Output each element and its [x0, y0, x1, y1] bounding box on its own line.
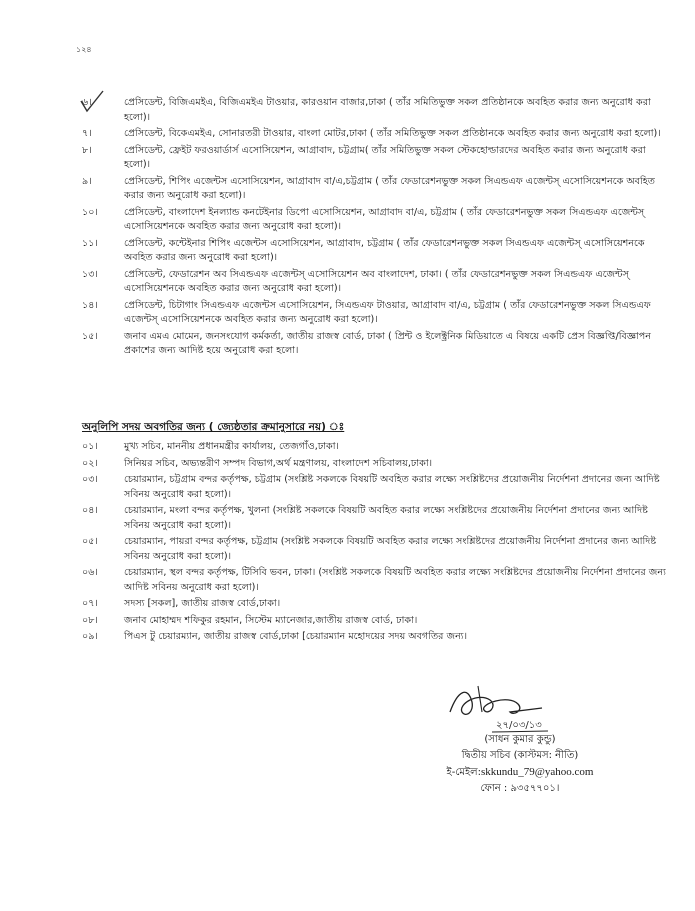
- item-number: ০৯।: [82, 631, 98, 642]
- list-item: [82, 268, 667, 297]
- item-text: সদস্য [সকল], জাতীয় রাজস্ব বোর্ড,ঢাকা।: [124, 598, 281, 609]
- item-number: ০৪।: [82, 505, 98, 516]
- item-number: ১৫।: [82, 330, 98, 342]
- item-text: প্রেসিডেন্ট, কন্টেইনার শিপিং এজেন্টস এসোসিয়েশন, আগ্রাবাদ, চট্টগ্রাম ( তাঁর ফেডারেশনভুক্ত সকল সিএন্ডএফ এজেন্টস্ এসোসিয়েশনকে অবহিত করার জন্য অনুরোধ করা হলো)।: [124, 237, 645, 263]
- item-text: জনাব এমএ মোমেন, জনসংযোগ কর্মকর্তা, জাতীয় রাজস্ব বোর্ড, ঢাকা ( প্রিন্ট ও ইলেক্ট্রনিক মিডিয়াতে এ বিষয়ে একটি প্রেস বিজ্ঞপ্তি/বিজ্ঞাপন প্রকাশের জন্য আদিষ্ট হয়ে অনুরোধ করা হলো।: [124, 330, 652, 356]
- item-text: প্রেসিডেন্ট, বাংলাদেশ ইনল্যান্ড কনটেইনার ডিপো এসোসিয়েশন, আগ্রাবাদ বা/এ, চট্টগ্রাম ( তাঁর ফেডারেশনভুক্ত সকল সিএন্ডএফ এজেন্টস্ এসোসিয়েশনকে অবহিত করার জন্য অনুরোধ করা হলো)।: [124, 206, 645, 232]
- item-number: ৭।: [82, 128, 92, 139]
- item-text: প্রেসিডেন্ট, ফেডারেশন অব সিএন্ডএফ এজেন্টস্ এসোসিয়েশন অব বাংলাদেশ, ঢাকা। ( তাঁর ফেডারেশনভুক্ত সকল সিএন্ডএফ এজেন্টস্ এসোসিয়েশনকে অবহিত করার জন্য অনুরোধ করা হলো)।: [124, 268, 630, 294]
- item-text: মুখ্য সচিব, মাননীয় প্রধানমন্ত্রীর কার্যালয়, তেজগাঁও,ঢাকা।: [124, 441, 339, 452]
- item-text: প্রেসিডেন্ট, বিকেএমইএ, সোনারতরী টাওয়ার, বাংলা মোটর,ঢাকা ( তাঁর সমিতিভুক্ত সকল প্রতিষ্ঠানকে অবহিত করার জন্য অনুরোধ করা হলো)।: [124, 128, 661, 139]
- item-text: প্রেসিডেন্ট, বিজিএমইএ, বিজিএমইএ টাওয়ার, কারওয়ান বাজার,ঢাকা ( তাঁর সমিতিভুক্ত সকল প্রতিষ্ঠানকে অবহিত করার জন্য অনুরোধ করা হলো)।: [124, 97, 651, 123]
- list-item: [82, 175, 667, 204]
- list-item: [82, 440, 667, 455]
- list-item: [82, 614, 667, 629]
- list-item: [82, 206, 667, 235]
- signatory-designation: দ্বিতীয় সচিব (কাস্টমস: নীতি): [461, 750, 579, 761]
- item-number: ১০।: [82, 206, 98, 218]
- list-item: [82, 237, 667, 266]
- signature-date: ২৭/০৩/১৩: [496, 720, 542, 731]
- item-number: ৮।: [82, 144, 92, 156]
- item-number: ০৬।: [82, 567, 98, 578]
- list-item: [82, 630, 667, 645]
- item-text: জনাব মোহাম্মদ শফিকুর রহমান, সিস্টেম ম্যানেজার,জাতীয় রাজস্ব বোর্ড, ঢাকা।: [124, 614, 418, 626]
- page-number: ১২৪: [76, 45, 92, 54]
- item-number: ১৪।: [82, 299, 98, 311]
- signatory-name: (সাধন কুমার কুন্ডু): [484, 734, 556, 745]
- item-text: সিনিয়র সচিব, অভ্যন্তরীণ সম্পদ বিভাগ,অর্থ মন্ত্রণালয়, বাংলাদেশ সচিবালয়,ঢাকা।: [124, 457, 433, 469]
- list-item: [82, 96, 667, 125]
- item-number: ৬।: [82, 97, 92, 108]
- item-number: ৯।: [82, 175, 92, 187]
- list-item: [82, 566, 667, 595]
- recipient-list: [82, 96, 667, 361]
- item-text: চেয়ারম্যান, স্থল বন্দর কর্তৃপক্ষ, টিসিবি ভবন, ঢাকা। (সংশ্লিষ্ট সকলকে বিষয়টি অবহিত করার লক্ষ্যে সংশ্লিষ্টদের প্রয়োজনীয় নির্দেশনা প্রদানের জন্য আদিষ্ট সবিনয় অনুরোধ করা হলো)।: [124, 567, 666, 593]
- copy-heading: অনুলিপি সদয় অবগতির জন্য ( জ্যেষ্ঠতার ক্রমানুসারে নয়) ঃ: [82, 421, 345, 433]
- item-number: ০২।: [82, 457, 98, 469]
- list-item: [82, 597, 667, 612]
- item-text: প্রেসিডেন্ট, ফ্রেইট ফরওয়ার্ডার্স এসোসিয়েশন, আগ্রাবাদ, চট্টগ্রাম( তাঁর সমিতিভুক্ত সকল স্টেকহোল্ডারদের অবহিত করার জন্য অনুরোধ করা হলো)।: [124, 144, 646, 170]
- list-item: [82, 504, 667, 533]
- item-text: প্রেসিডেন্ট, চিটাগাং সিএন্ডএফ এজেন্টস এসোসিয়েশন, সিএন্ডএফ টাওয়ার, আগ্রাবাদ বা/এ, চট্টগ্রাম ( তাঁর ফেডারেশনভুক্ত সকল সিএন্ডএফ এজেন্টস্ এসোসিয়েশনকে অবহিত করার জন্য অনুরোধ করা হলো)।: [124, 299, 651, 325]
- item-number: ০১।: [82, 441, 98, 452]
- list-item: [82, 144, 667, 173]
- item-number: ১১।: [82, 237, 98, 249]
- item-number: ০৭।: [82, 598, 98, 609]
- item-text: পিএস টু চেয়ারম্যান, জাতীয় রাজস্ব বোর্ড,ঢাকা [চেয়ারম্যান মহোদয়ের সদয় অবগতির জন্য।: [124, 631, 468, 642]
- list-item: [82, 330, 667, 359]
- item-text: চেয়ারম্যান, মংলা বন্দর কর্তৃপক্ষ, খুলনা (সংশ্লিষ্ট সকলকে বিষয়টি অবহিত করার লক্ষ্যে সংশ্লিষ্টদের প্রয়োজনীয় নির্দেশনা প্রদানের জন্য আদিষ্ট সবিনয় অনুরোধ করা হলো)।: [124, 505, 648, 531]
- signature-block: [400, 732, 640, 797]
- list-item: [82, 127, 667, 142]
- item-text: চেয়ারম্যান, পায়রা বন্দর কর্তৃপক্ষ, চট্টগ্রাম (সংশ্লিষ্ট সকলকে বিষয়টি অবহিত করার লক্ষ্যে সংশ্লিষ্টদের প্রয়োজনীয় নির্দেশনা প্রদানের জন্য আদিষ্ট সবিনয় অনুরোধ করা হলো)।: [124, 536, 657, 562]
- item-text: চেয়ারম্যান, চট্টগ্রাম বন্দর কর্তৃপক্ষ, চট্টগ্রাম (সংশ্লিষ্ট সকলকে বিষয়টি অবহিত করার লক্ষ্যে সংশ্লিষ্টদের প্রয়োজনীয় নির্দেশনা প্রদানের জন্য আদিষ্ট সবিনয় অনুরোধ করা হলো)।: [124, 474, 660, 500]
- list-item: [82, 473, 667, 502]
- list-item: [82, 535, 667, 564]
- item-number: ০৮।: [82, 614, 98, 626]
- item-number: ০৩।: [82, 474, 98, 485]
- item-text: প্রেসিডেন্ট, শিপিং এজেন্টস এসোসিয়েশন, আগ্রাবাদ বা/এ,চট্টগ্রাম ( তাঁর ফেডারেশনভুক্ত সকল সিএন্ডএফ এজেন্টস্ এসোসিয়েশনকে অবহিত করার জন্য অনুরোধ করা হলো)।: [124, 175, 655, 201]
- email-line: [400, 764, 640, 781]
- item-number: ১৩।: [82, 268, 98, 280]
- email-address[interactable]: skkundu_79@yahoo.com: [480, 766, 594, 778]
- list-item: [82, 299, 667, 328]
- phone-line: ফোন : ৯৩৫৭৭০১।: [480, 783, 560, 794]
- copy-list: [82, 440, 667, 647]
- list-item: [82, 457, 667, 472]
- email-label: ই-মেইল:: [446, 767, 481, 778]
- item-number: ০৫।: [82, 536, 98, 547]
